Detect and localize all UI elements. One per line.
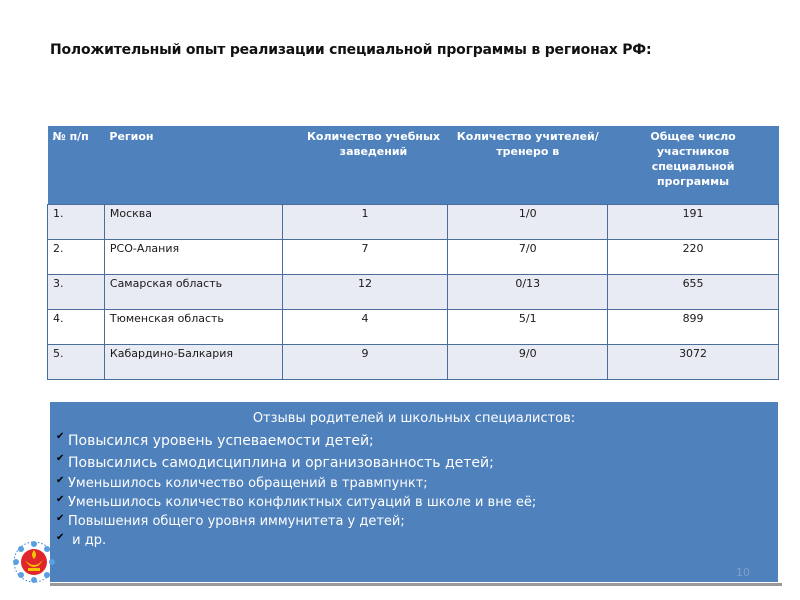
- check-icon: ✔: [56, 494, 65, 505]
- table-row: [48, 204, 779, 239]
- cell-teachers: 1/0: [448, 204, 608, 239]
- cell-institutions: 1: [282, 204, 448, 239]
- header-num: № п/п: [48, 126, 105, 204]
- list-item-text: Уменьшилось количество конфликтных ситуаций в школе и вне её;: [68, 495, 537, 510]
- cell-region: Москва: [104, 204, 282, 239]
- cell-teachers: 5/1: [448, 309, 608, 344]
- cell-num: 3.: [48, 274, 105, 309]
- cell-region: РСО-Алания: [104, 239, 282, 274]
- list-item-text: Уменьшилось количество обращений в травмпункт;: [68, 476, 428, 491]
- list-item: [56, 493, 778, 512]
- list-item-text: Повысились самодисциплина и организованность детей;: [68, 455, 494, 471]
- feedback-list: [56, 430, 778, 550]
- regions-table: [47, 126, 779, 380]
- check-icon: ✔: [56, 475, 65, 486]
- list-item-text: Повышения общего уровня иммунитета у детей;: [68, 514, 405, 529]
- slide-title: Положительный опыт реализации специальной программы в регионах РФ:: [50, 42, 652, 58]
- feedback-panel: [50, 402, 778, 582]
- cell-num: 1.: [48, 204, 105, 239]
- cell-participants: 899: [608, 309, 779, 344]
- feedback-title: Отзывы родителей и школьных специалистов:: [252, 411, 576, 426]
- cell-num: 5.: [48, 344, 105, 379]
- list-item: [56, 531, 778, 550]
- list-item: [56, 474, 778, 493]
- header-teachers: Количество учителей/тренеро в: [448, 126, 608, 204]
- divider: [50, 583, 782, 586]
- cell-region: Самарская область: [104, 274, 282, 309]
- header-institutions: Количество учебных заведений: [282, 126, 448, 204]
- cell-teachers: 9/0: [448, 344, 608, 379]
- page-number: 10: [736, 566, 750, 579]
- cell-participants: 220: [608, 239, 779, 274]
- cell-teachers: 7/0: [448, 239, 608, 274]
- special-olympics-emblem-icon: [12, 540, 56, 584]
- cell-institutions: 12: [282, 274, 448, 309]
- table-row: [48, 309, 779, 344]
- check-icon: ✔: [56, 513, 65, 524]
- cell-region: Кабардино-Балкария: [104, 344, 282, 379]
- cell-num: 2.: [48, 239, 105, 274]
- table-row: [48, 274, 779, 309]
- cell-region: Тюменская область: [104, 309, 282, 344]
- cell-teachers: 0/13: [448, 274, 608, 309]
- table-header-row: [48, 126, 779, 204]
- header-participants: Общее число участников специальной программы: [608, 126, 779, 204]
- cell-participants: 655: [608, 274, 779, 309]
- list-item: [56, 430, 778, 452]
- check-icon: ✔: [56, 532, 65, 543]
- cell-institutions: 4: [282, 309, 448, 344]
- list-item-text: Повысился уровень успеваемости детей;: [68, 433, 374, 449]
- cell-institutions: 7: [282, 239, 448, 274]
- cell-num: 4.: [48, 309, 105, 344]
- list-item-text: и др.: [68, 533, 107, 548]
- list-item: [56, 512, 778, 531]
- cell-participants: 191: [608, 204, 779, 239]
- header-region: Регион: [104, 126, 282, 204]
- table-row: [48, 344, 779, 379]
- check-icon: ✔: [56, 431, 65, 442]
- table-row: [48, 239, 779, 274]
- list-item: [56, 452, 778, 474]
- cell-institutions: 9: [282, 344, 448, 379]
- check-icon: ✔: [56, 453, 65, 464]
- cell-participants: 3072: [608, 344, 779, 379]
